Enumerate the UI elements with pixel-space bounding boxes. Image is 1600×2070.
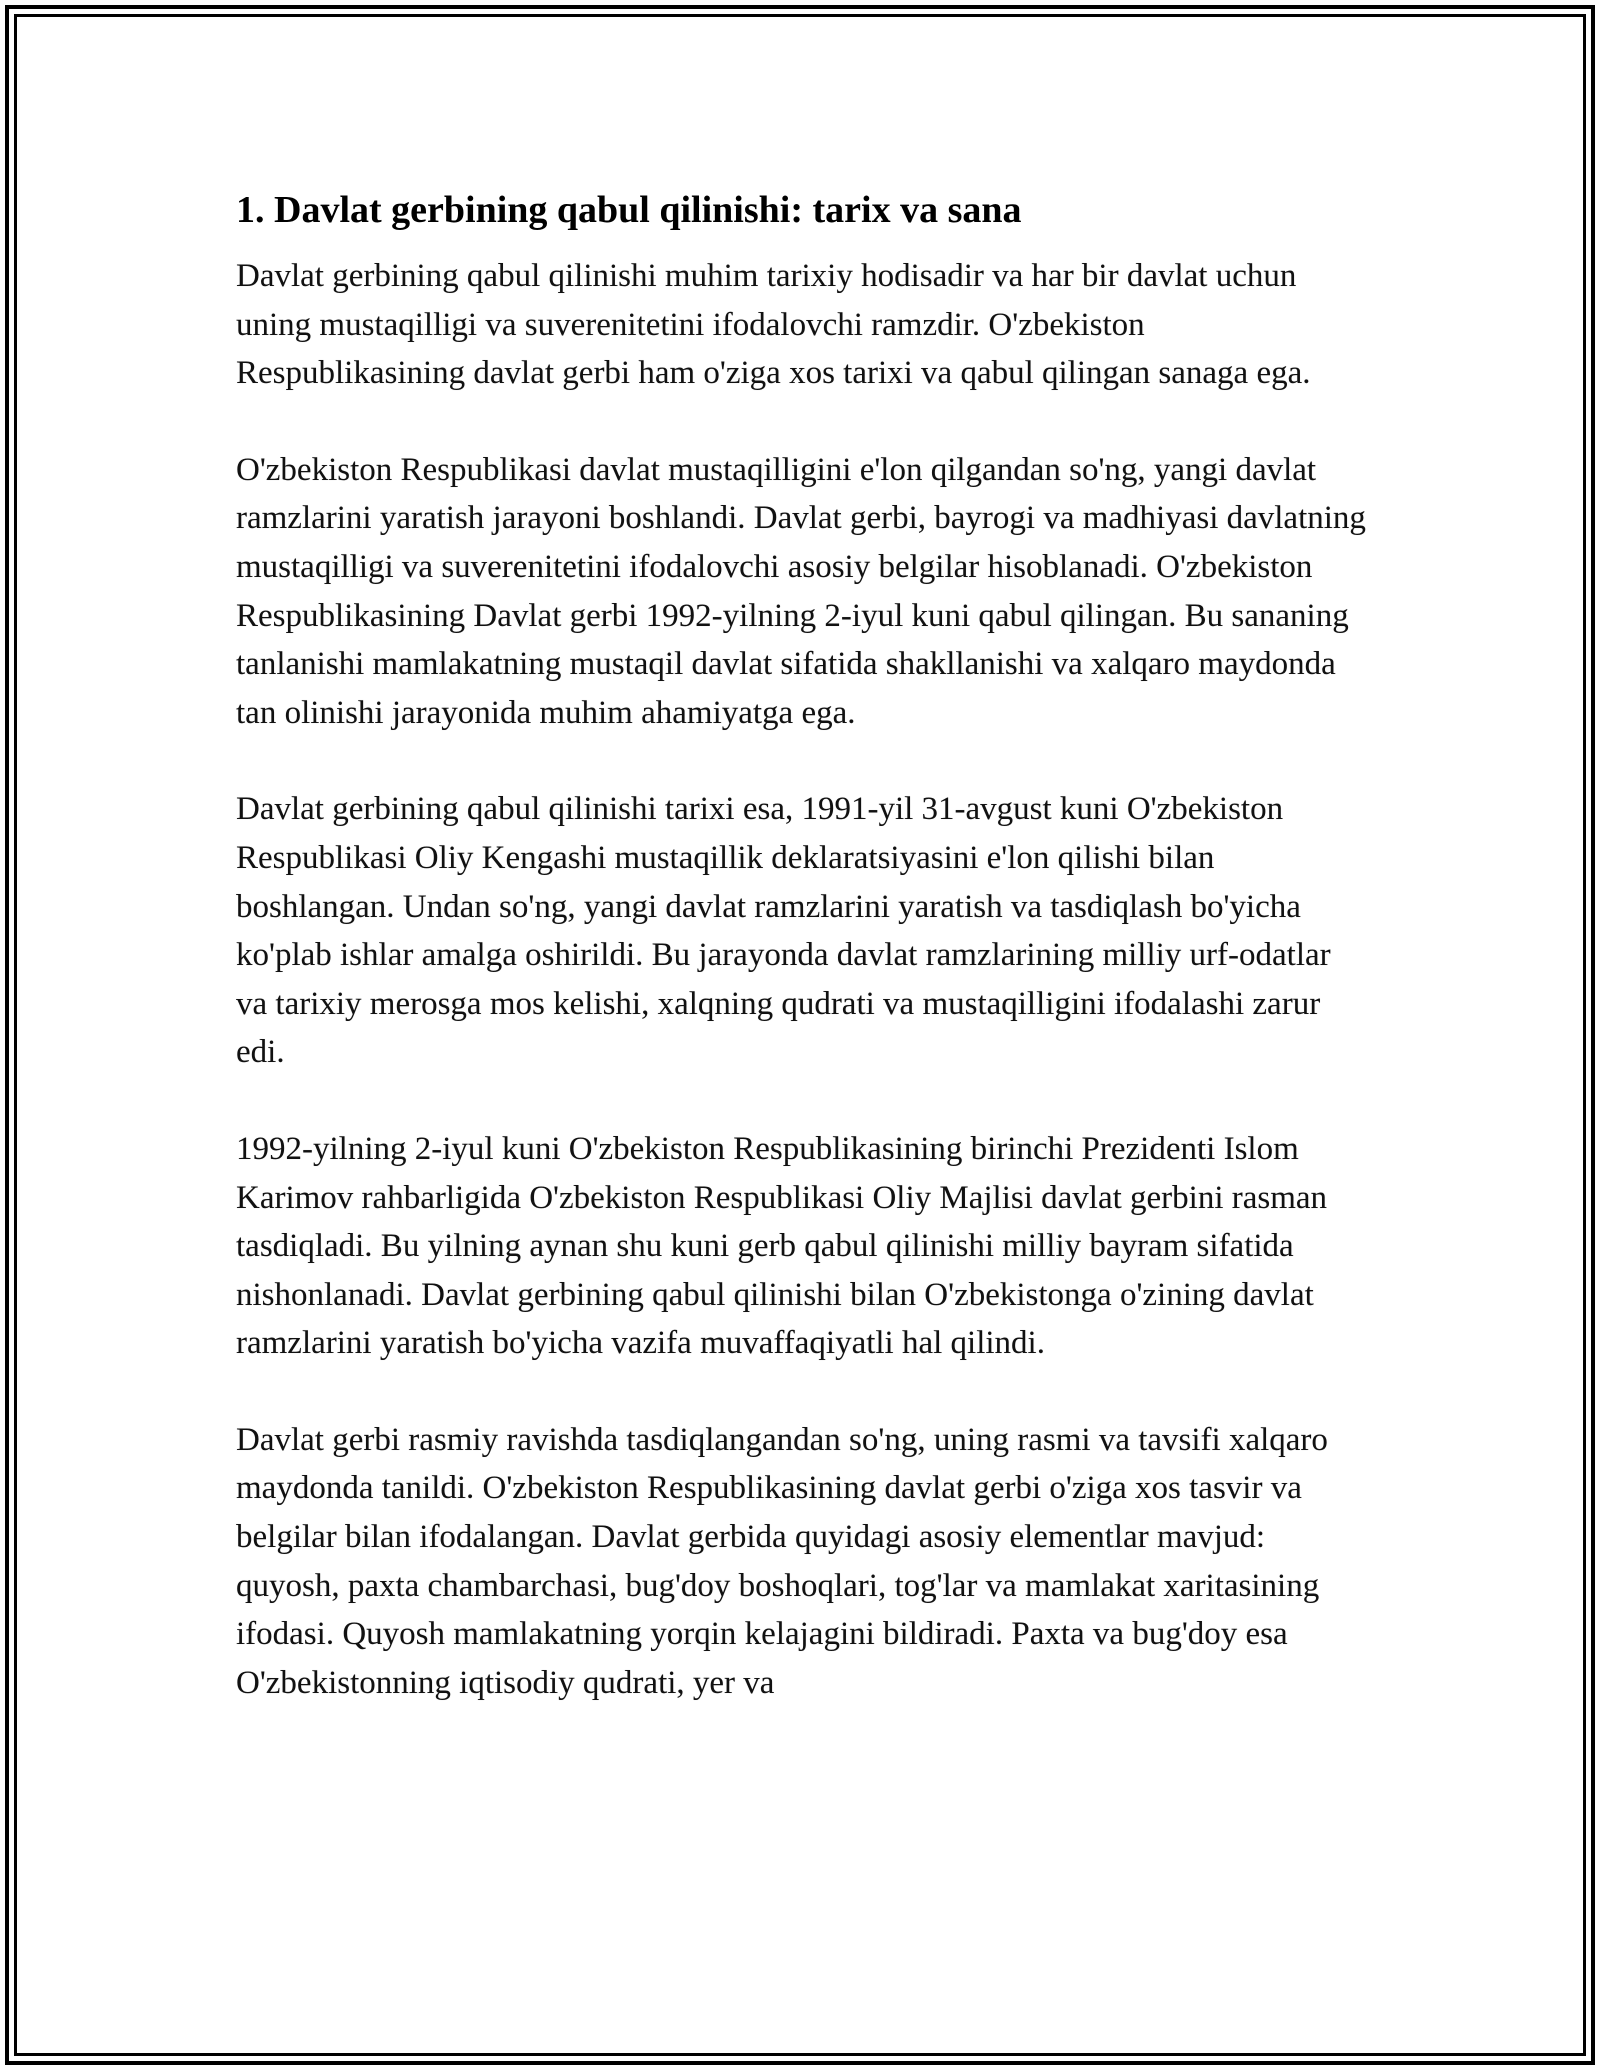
- section-heading: 1. Davlat gerbining qabul qilinishi: tarix va sana: [236, 189, 1022, 231]
- document-body: [236, 186, 1366, 1707]
- paragraph-2: O'zbekiston Respublikasi davlat mustaqilligini e'lon qilgandan so'ng, yangi davlat ramzlarini yaratish jarayoni boshlandi. Davlat gerbi, bayrogi va madhiyasi davlatning mustaqilligi va suverenitetini ifodalovchi asosiy belgilar hisoblanadi. O'zbekiston Respublikasining Davlat gerbi 1992-yilning 2-iyul kuni qabul qilingan. Bu sananing tanlanishi mamlakatning mustaqil davlat sifatida shakllanishi va xalqaro maydonda tan olinishi jarayonida muhim ahamiyatga ega.: [236, 451, 1366, 731]
- paragraph-1: Davlat gerbining qabul qilinishi muhim tarixiy hodisadir va har bir davlat uchun uning mustaqilligi va suverenitetini ifodalovchi ramzdir. O'zbekiston Respublikasining davlat gerbi ham o'ziga xos tarixi va qabul qilingan sanaga ega.: [236, 258, 1311, 392]
- paragraph-3: Davlat gerbining qabul qilinishi tarixi esa, 1991-yil 31-avgust kuni O'zbekiston Respublikasi Oliy Kengashi mustaqillik deklaratsiyasini e'lon qilishi bilan boshlangan. Undan so'ng, yangi davlat ramzlarini yaratish va tasdiqlash bo'yicha ko'plab ishlar amalga oshirildi. Bu jarayonda davlat ramzlarining milliy urf-odatlar va tarixiy merosga mos kelishi, xalqning qudrati va mustaqilligini ifodalashi zarur edi.: [236, 791, 1331, 1071]
- paragraph-4: 1992-yilning 2-iyul kuni O'zbekiston Respublikasining birinchi Prezidenti Islom Karimov rahbarligida O'zbekiston Respublikasi Oliy Majlisi davlat gerbini rasman tasdiqladi. Bu yilning aynan shu kuni gerb qabul qilinishi milliy bayram sifatida nishonlanadi. Davlat gerbining qabul qilinishi bilan O'zbekistonga o'zining davlat ramzlarini yaratish bo'yicha vazifa muvaffaqiyatli hal qilindi.: [236, 1130, 1328, 1362]
- paragraph-5: Davlat gerbi rasmiy ravishda tasdiqlangandan so'ng, uning rasmi va tavsifi xalqaro maydonda tanildi. O'zbekiston Respublikasining davlat gerbi o'ziga xos tasvir va belgilar bilan ifodalangan. Davlat gerbida quyidagi asosiy elementlar mavjud: quyosh, paxta chambarchasi, bug'doy boshoqlari, tog'lar va mamlakat xaritasining ifodasi. Quyosh mamlakatning yorqin kelajagini bildiradi. Paxta va bug'doy esa O'zbekistonning iqtisodiy qudrati, yer va: [236, 1421, 1328, 1701]
